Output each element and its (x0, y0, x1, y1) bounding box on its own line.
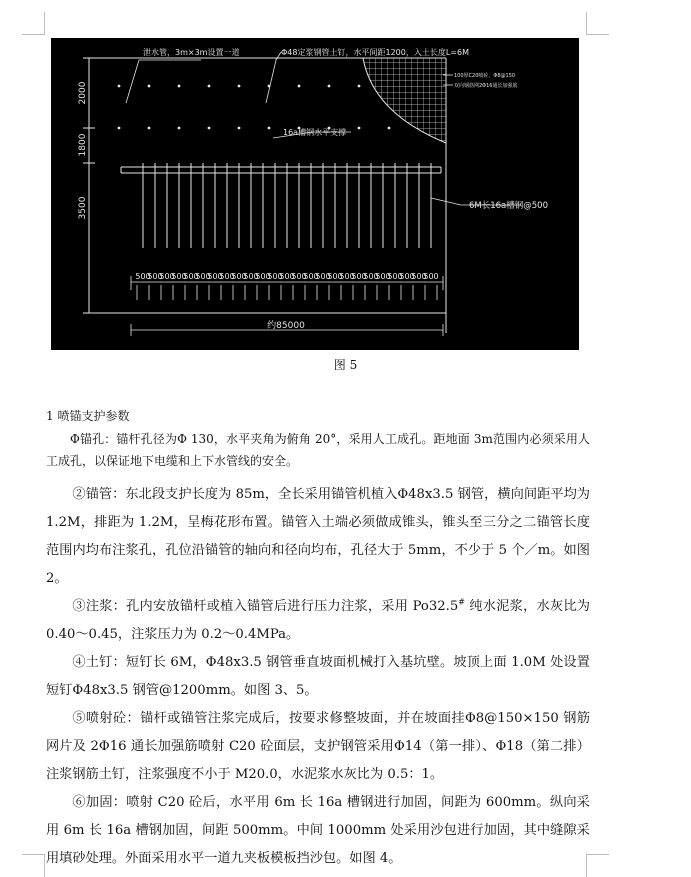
svg-text:500: 500 (195, 272, 211, 281)
svg-text:500: 500 (351, 272, 367, 281)
drawing-svg (51, 38, 579, 350)
svg-text:500: 500 (231, 272, 247, 281)
spacing-labels (135, 272, 438, 281)
svg-text:500: 500 (399, 272, 415, 281)
crop-mark-top-right (586, 12, 609, 35)
svg-text:500: 500 (375, 272, 391, 281)
svg-text:500: 500 (327, 272, 343, 281)
label-mesh-note-2: 双向钢筋网2Φ16通长加强筋 (454, 83, 518, 89)
label-drain-hole: 泄水管，3m×3m设置一道 (143, 48, 240, 57)
paragraph-anchor-pipe: ②锚管：东北段支护长度为 85m，全长采用锚管机植入Φ48x3.5 钢管，横向间距平均为 1.2M，排距为 1.2M，呈梅花形布置。锚管入土端必须做成锥头，锥头至三分之二锚管长度范围内均布注浆孔，孔位沿锚管的轴向和径向均布，孔径大于 5mm，不少于 5 个／m。如图 2。 (46, 487, 590, 586)
paragraph-reinforcement: ⑥加固：喷射 C20 砼后，水平用 6m 长 16a 槽钢进行加固，间距为 600mm。纵向采用 6m 长 16a 槽钢加固，间距 500mm。中间 1000mm 处采用沙包进行加固，其中缝隙采用填砂处理。外面采用水平一道九夹板模板挡沙包。如图 4。 (46, 795, 590, 866)
label-mesh-note-1: 100厚C20喷砼，Φ8@150 (454, 73, 516, 79)
drain-holes-row-2 (118, 127, 391, 130)
section-heading: 1 喷锚支护参数 (46, 409, 130, 423)
svg-text:500: 500 (135, 272, 151, 281)
svg-text:500: 500 (267, 272, 283, 281)
crop-mark-bottom-left (22, 854, 45, 877)
svg-text:500: 500 (291, 272, 307, 281)
svg-text:500: 500 (387, 272, 403, 281)
spacing-ticks (137, 285, 437, 300)
drain-holes-row-1 (118, 85, 361, 88)
svg-text:500: 500 (303, 272, 319, 281)
svg-text:500: 500 (207, 272, 223, 281)
paragraph-grouting (46, 593, 590, 649)
crop-mark-top-left (22, 12, 45, 35)
svg-text:500: 500 (363, 272, 379, 281)
dim-1800: 1800 (78, 133, 88, 157)
steel-piles (143, 163, 431, 248)
shotcrete-mesh (363, 58, 446, 143)
dim-3500: 3500 (78, 196, 88, 220)
figure-caption: 图 5 (333, 358, 358, 372)
svg-text:500: 500 (147, 272, 163, 281)
svg-text:500: 500 (423, 272, 439, 281)
svg-text:500: 500 (219, 272, 235, 281)
dim-2000: 2000 (78, 81, 88, 105)
label-soil-nail: Φ48定浆钢管土钉，水平间距1200，入土长度L=6M (281, 48, 469, 57)
svg-text:500: 500 (255, 272, 271, 281)
svg-text:500: 500 (183, 272, 199, 281)
grouting-text-a: ③注浆：孔内安放锚杆或植入锚管后进行压力注浆，采用 Po32.5 (72, 599, 459, 614)
svg-text:500: 500 (315, 272, 331, 281)
svg-text:500: 500 (159, 272, 175, 281)
svg-text:500: 500 (279, 272, 295, 281)
label-steel-pile: 6M长16a槽钢@500 (469, 201, 548, 211)
cad-drawing (51, 38, 579, 350)
channel-waler (121, 167, 441, 173)
paragraph-anchor-hole: Φ锚孔：锚杆孔径为Φ 130，水平夹角为俯角 20°，采用人工成孔。距地面 3m范围内必须采用人工成孔，以保证地下电缆和上下水管线的安全。 (46, 432, 590, 468)
paragraph-shotcrete: ⑤喷射砼：锚杆或锚管注浆完成后，按要求修整坡面，并在坡面挂Φ8@150×150 钢筋网片及 2Φ16 通长加强筋喷射 C20 砼面层，支护钢管采用Φ14（第一排）、Φ18（第二排）注浆钢筋土钉，注浆强度不小于 M20.0，水泥浆水灰比为 0.5：1。 (46, 711, 590, 782)
grouting-superscript: # (458, 597, 465, 607)
svg-text:500: 500 (339, 272, 355, 281)
paragraph-soil-nail: ④土钉：短钉长 6M，Φ48x3.5 钢管垂直坡面机械打入基坑壁。坡顶上面 1.0M 处设置短钉Φ48x3.5 钢管@1200mm。如图 3、5。 (46, 655, 590, 698)
label-waler: 16a槽钢水平支撑 (283, 128, 347, 137)
label-total-length: 约85000 (267, 321, 305, 331)
svg-text:500: 500 (171, 272, 187, 281)
svg-text:500: 500 (243, 272, 259, 281)
grouting-text-b: 纯水泥浆，水灰比为 0.40～0.45，注浆压力为 0.2～0.4MPa。 (46, 599, 590, 642)
svg-text:500: 500 (411, 272, 427, 281)
